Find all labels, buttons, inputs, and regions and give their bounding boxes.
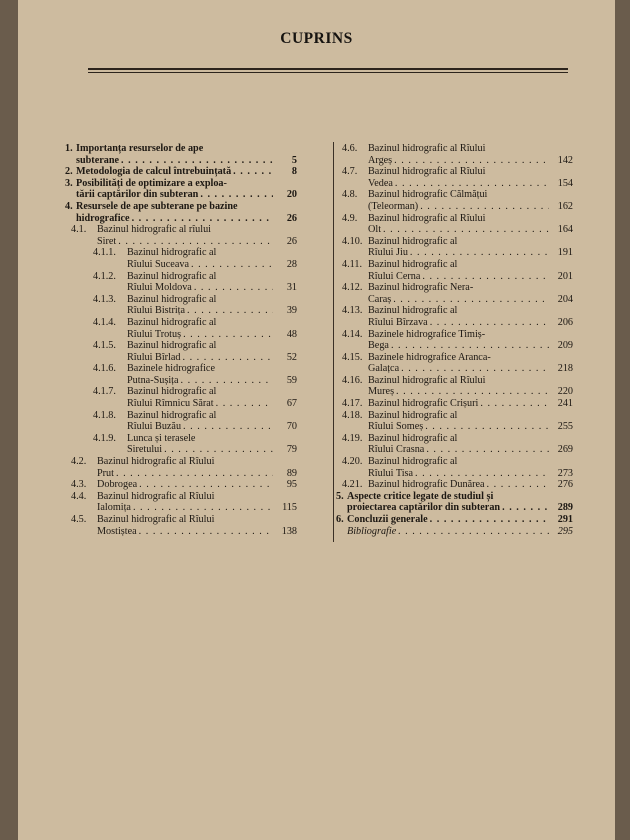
toc-entry-title: Vedea	[368, 177, 393, 189]
toc-entry	[65, 166, 297, 178]
toc-entry	[336, 398, 573, 410]
toc-right-column	[336, 143, 573, 537]
toc-entry-title: Bazinul hidrografic al Rîului	[97, 514, 215, 525]
dot-leader	[395, 178, 549, 190]
toc-entry-title: Mostiștea	[97, 525, 137, 537]
toc-entry-number: 4.1.5.	[93, 340, 116, 352]
dot-leader	[183, 329, 273, 341]
toc-entry	[65, 201, 297, 224]
toc-entry	[336, 375, 573, 398]
toc-entry-number: 4.6.	[342, 143, 358, 154]
toc-entry-title: Bazinul hidrografic al	[368, 235, 458, 247]
dot-leader	[425, 421, 549, 433]
toc-entry-title: proiectarea captărilor din subteran	[347, 502, 501, 514]
toc-entry-number: 1.	[65, 143, 73, 154]
toc-entry-title: Rîului Bistrița	[127, 305, 186, 317]
toc-entry-title: Rîului Bîrlad	[127, 351, 181, 363]
toc-page-number: 142	[557, 154, 573, 166]
dot-leader	[415, 468, 549, 480]
dot-leader	[396, 386, 549, 398]
toc-entry-title: Bazinele hidrografice Aranca-	[368, 351, 491, 363]
toc-entry-title: subterane	[76, 154, 120, 166]
title-rule-thin	[88, 72, 568, 73]
toc-entry	[65, 224, 297, 247]
toc-page-number: 5	[291, 154, 297, 166]
toc-entry-title: Dobrogea	[97, 479, 138, 491]
dot-leader	[116, 468, 273, 480]
dot-leader	[183, 421, 273, 433]
toc-entry	[336, 526, 573, 538]
toc-entry-title: Bazinul hidrografic Nera-	[368, 282, 474, 294]
toc-page-number: 115	[282, 502, 297, 514]
dot-leader	[133, 502, 273, 514]
toc-page-number: 39	[286, 305, 297, 317]
dot-leader	[393, 294, 549, 306]
toc-entry	[65, 317, 297, 340]
dot-leader	[391, 340, 549, 352]
dot-leader	[430, 317, 549, 329]
toc-entry-title: Bazinul hidrografic al Rîului	[368, 212, 486, 224]
toc-entry-number: 5.	[336, 490, 344, 502]
toc-entry-title: Bazinul hidrografic al	[127, 247, 217, 259]
toc-page-number: 255	[557, 421, 573, 433]
toc-entry-number: 4.1.3.	[93, 293, 116, 305]
toc-entry-title: Bazinul hidrografic al Rîului	[368, 143, 486, 154]
toc-page-number: 295	[557, 525, 573, 537]
dot-leader	[132, 213, 273, 225]
toc-page-number: 241	[557, 398, 573, 410]
toc-page-number: 89	[286, 467, 297, 479]
toc-entry-title: Bazinul hidrografic al	[368, 432, 458, 444]
toc-entry-number: 4.1.9.	[93, 432, 116, 444]
toc-entry-number: 4.1.	[71, 224, 87, 236]
dot-leader	[187, 305, 273, 317]
toc-page-number: 162	[557, 200, 573, 212]
toc-entry	[336, 282, 573, 305]
toc-entry-title: Bazinele hidrografice Timiș-	[368, 328, 486, 340]
toc-entry-number: 4.7.	[342, 166, 358, 178]
toc-entry-number: 4.21.	[342, 479, 363, 491]
toc-page-number: 48	[286, 328, 297, 340]
column-divider	[333, 142, 334, 542]
toc-entry-title: Mureș	[368, 386, 395, 398]
toc-entry-title: Prut	[97, 467, 114, 479]
toc-entry-title: Putna-Sușița	[127, 374, 179, 386]
toc-entry-title: Bazinul hidrografic al	[127, 386, 217, 398]
toc-entry-title: Bega	[368, 340, 389, 352]
toc-page-number: 291	[557, 514, 573, 525]
toc-entry-number: 4.4.	[71, 490, 87, 502]
toc-entry-number: 4.2.	[71, 456, 87, 468]
toc-entry-number: 4.14.	[342, 328, 363, 340]
toc-entry-number: 3.	[65, 177, 73, 189]
toc-page-number: 289	[557, 502, 573, 514]
toc-entry-number: 4.1.8.	[93, 409, 116, 421]
toc-entry-number: 4.1.7.	[93, 386, 116, 398]
toc-entry-number: 4.16.	[342, 374, 363, 386]
toc-entry	[336, 433, 573, 456]
dot-leader	[430, 514, 549, 526]
toc-entry-number: 4.5.	[71, 514, 87, 525]
toc-entry-title: tării captărilor din subteran	[76, 189, 199, 201]
toc-entry-number: 4.1.2.	[93, 270, 116, 282]
toc-entry	[65, 479, 297, 491]
toc-entry-title: Bazinul hidrografic al	[368, 456, 458, 468]
toc-entry-number: 4.1.1.	[93, 247, 116, 259]
dot-leader	[502, 502, 549, 514]
toc-entry	[65, 410, 297, 433]
toc-entry-title: Concluzii generale	[347, 514, 428, 525]
dot-leader	[398, 526, 549, 538]
dot-leader	[194, 282, 273, 294]
toc-entry-number: 4.1.4.	[93, 316, 116, 328]
toc-entry-title: Bazinul hidrografic Dunărea	[368, 479, 485, 491]
toc-left-column	[65, 143, 297, 537]
toc-entry-title: Bazinul hidrografic Crișuri	[368, 398, 479, 410]
toc-page-number: 218	[557, 363, 573, 375]
dot-leader	[121, 155, 273, 167]
toc-entry	[336, 236, 573, 259]
page-title: CUPRINS	[280, 30, 353, 47]
toc-entry-title: Galațca	[368, 363, 400, 375]
toc-entry-number: 4.	[65, 200, 73, 212]
toc-entry-title: Siretului	[127, 444, 163, 456]
toc-entry	[336, 189, 573, 212]
dot-leader	[410, 247, 549, 259]
toc-page-number: 220	[557, 386, 573, 398]
toc-entry-title: Bazinul hidrografic al	[127, 270, 217, 282]
toc-page-number: 164	[557, 224, 573, 236]
toc-entry-title: Bazinul hidrografic al	[127, 293, 217, 305]
toc-page-number: 204	[557, 293, 573, 305]
toc-entry-number: 2.	[65, 166, 73, 178]
toc-page-number: 79	[286, 444, 297, 456]
toc-entry	[336, 259, 573, 282]
toc-entry-title: Bazinul hidrografic al Rîului	[368, 166, 486, 178]
toc-page-number: 273	[557, 467, 573, 479]
toc-entry-title: Rîului Moldova	[127, 282, 192, 294]
dot-leader	[216, 398, 273, 410]
dot-leader	[480, 398, 549, 410]
toc-entry-title: Rîului Rîmnicu Sărat	[127, 398, 214, 410]
toc-page-number: 28	[286, 258, 297, 270]
toc-entry-title: Rîului Someș	[368, 421, 424, 433]
toc-entry-number: 4.18.	[342, 409, 363, 421]
toc-entry-title: Bazinul hidrografic al	[127, 340, 217, 352]
toc-entry	[65, 363, 297, 386]
toc-entry-title: Siret	[97, 235, 117, 247]
toc-entry-title: Olt	[368, 224, 382, 236]
toc-page-number: 52	[286, 351, 297, 363]
toc-entry-number: 4.20.	[342, 456, 363, 468]
toc-entry-number: 4.12.	[342, 282, 363, 294]
dot-leader	[118, 236, 273, 248]
toc-entry	[336, 166, 573, 189]
toc-page-number: 95	[286, 479, 297, 491]
toc-entry-title: Metodologia de calcul întrebuințată	[76, 166, 232, 178]
toc-entry	[336, 329, 573, 352]
toc-entry	[65, 247, 297, 270]
toc-page-number: 206	[557, 316, 573, 328]
toc-page-number: 191	[557, 247, 573, 259]
toc-entry	[336, 491, 573, 514]
dot-leader	[422, 271, 549, 283]
toc-entry	[65, 433, 297, 456]
toc-entry	[65, 294, 297, 317]
toc-entry-title: Rîului Bîrzava	[368, 316, 428, 328]
toc-entry	[65, 340, 297, 363]
toc-entry-title: Aspecte critice legate de studiul și	[347, 490, 494, 502]
toc-entry-title: Bazinul hidrografic al rîului	[97, 224, 212, 236]
toc-entry-title: Lunca și terasele	[127, 432, 196, 444]
toc-page-number: 154	[557, 177, 573, 189]
toc-entry-title: Bazinul hidrografic al Rîului	[368, 374, 486, 386]
toc-entry-title: Bazinul hidrografic al	[127, 316, 217, 328]
toc-entry	[336, 514, 573, 526]
toc-entry-title: Bazinele hidrografice	[127, 363, 215, 375]
toc-page-number: 67	[286, 398, 297, 410]
toc-entry-number: 4.13.	[342, 305, 363, 317]
toc-entry-title: Bazinul hidrografic Călmățui	[368, 189, 488, 201]
dot-leader	[383, 224, 549, 236]
toc-entry	[336, 352, 573, 375]
toc-entry	[336, 479, 573, 491]
toc-page-number: 8	[291, 166, 297, 178]
toc-entry-title: (Teleorman)	[368, 200, 419, 212]
toc-entry	[65, 386, 297, 409]
dot-leader	[139, 526, 273, 538]
toc-entry-title: Bazinul hidrografic al	[368, 258, 458, 270]
toc-entry-title: Bazinul hidrografic al Rîului	[97, 456, 215, 468]
dot-leader	[426, 444, 549, 456]
toc-entry-title: Ialomița	[97, 502, 131, 514]
toc-entry-title: Resursele de ape subterane pe bazine	[76, 200, 238, 212]
toc-entry-number: 6.	[336, 514, 344, 525]
toc-entry	[65, 514, 297, 537]
toc-entry-title: Bazinul hidrografic al	[368, 305, 458, 317]
toc-entry-title: Caraș	[368, 293, 392, 305]
toc-page-number: 59	[286, 374, 297, 386]
toc-entry-title: Bibliografie	[347, 525, 397, 537]
toc-entry-number: 4.11.	[342, 258, 362, 270]
toc-entry-title: Posibilități de optimizare a exploa-	[76, 177, 227, 189]
toc-entry	[65, 143, 297, 166]
toc-entry-title: Rîului Jiu	[368, 247, 408, 259]
title-rule	[88, 68, 568, 70]
toc-page-number: 276	[557, 479, 573, 491]
toc-entry-title: Bazinul hidrografic al Rîului	[97, 490, 215, 502]
toc-entry	[336, 213, 573, 236]
toc-entry-title: Argeș	[368, 154, 393, 166]
toc-entry	[65, 178, 297, 201]
dot-leader	[191, 259, 273, 271]
toc-entry-number: 4.17.	[342, 398, 363, 410]
toc-entry	[65, 271, 297, 294]
toc-entry-number: 4.1.6.	[93, 363, 116, 375]
toc-entry-title: Bazinul hidrografic al	[368, 409, 458, 421]
toc-entry-number: 4.8.	[342, 189, 358, 201]
toc-page-number: 209	[557, 340, 573, 352]
toc-entry-title: Rîului Suceava	[127, 258, 189, 270]
toc-entry-title: Importanța resurselor de ape	[76, 143, 204, 154]
toc-entry-title: Rîului Tisa	[368, 467, 414, 479]
toc-page-number: 26	[286, 212, 297, 224]
toc-entry-number: 4.9.	[342, 212, 358, 224]
dot-leader	[139, 479, 273, 491]
toc-page-number: 269	[557, 444, 573, 456]
toc-entry	[336, 410, 573, 433]
toc-entry-title: Bazinul hidrografic al	[127, 409, 217, 421]
dot-leader	[394, 155, 549, 167]
dot-leader	[487, 479, 549, 491]
toc-entry-title: Rîului Crasna	[368, 444, 425, 456]
toc-page-number: 31	[286, 282, 297, 294]
toc-entry-number: 4.19.	[342, 432, 363, 444]
toc-page-number: 201	[557, 270, 573, 282]
toc-page-number: 138	[281, 525, 297, 537]
toc-entry-title: Rîului Buzău	[127, 421, 182, 433]
toc-entry-number: 4.3.	[71, 479, 87, 491]
toc-entry-title: hidrografice	[76, 212, 130, 224]
toc-entry	[336, 305, 573, 328]
toc-entry-number: 4.15.	[342, 351, 363, 363]
toc-page-number: 20	[286, 189, 297, 201]
toc-entry-number: 4.10.	[342, 235, 363, 247]
dot-leader	[164, 444, 273, 456]
dot-leader	[200, 189, 273, 201]
toc-entry	[65, 491, 297, 514]
toc-entry	[65, 456, 297, 479]
toc-entry	[336, 143, 573, 166]
dot-leader	[401, 363, 549, 375]
dot-leader	[182, 352, 273, 364]
toc-entry	[336, 456, 573, 479]
toc-entry-title: Rîului Trotuș	[127, 328, 182, 340]
dot-leader	[420, 201, 549, 213]
dot-leader	[181, 375, 273, 387]
toc-page-number: 70	[286, 421, 297, 433]
toc-entry-title: Rîului Cerna	[368, 270, 421, 282]
toc-page-number: 26	[286, 235, 297, 247]
dot-leader	[233, 166, 273, 178]
